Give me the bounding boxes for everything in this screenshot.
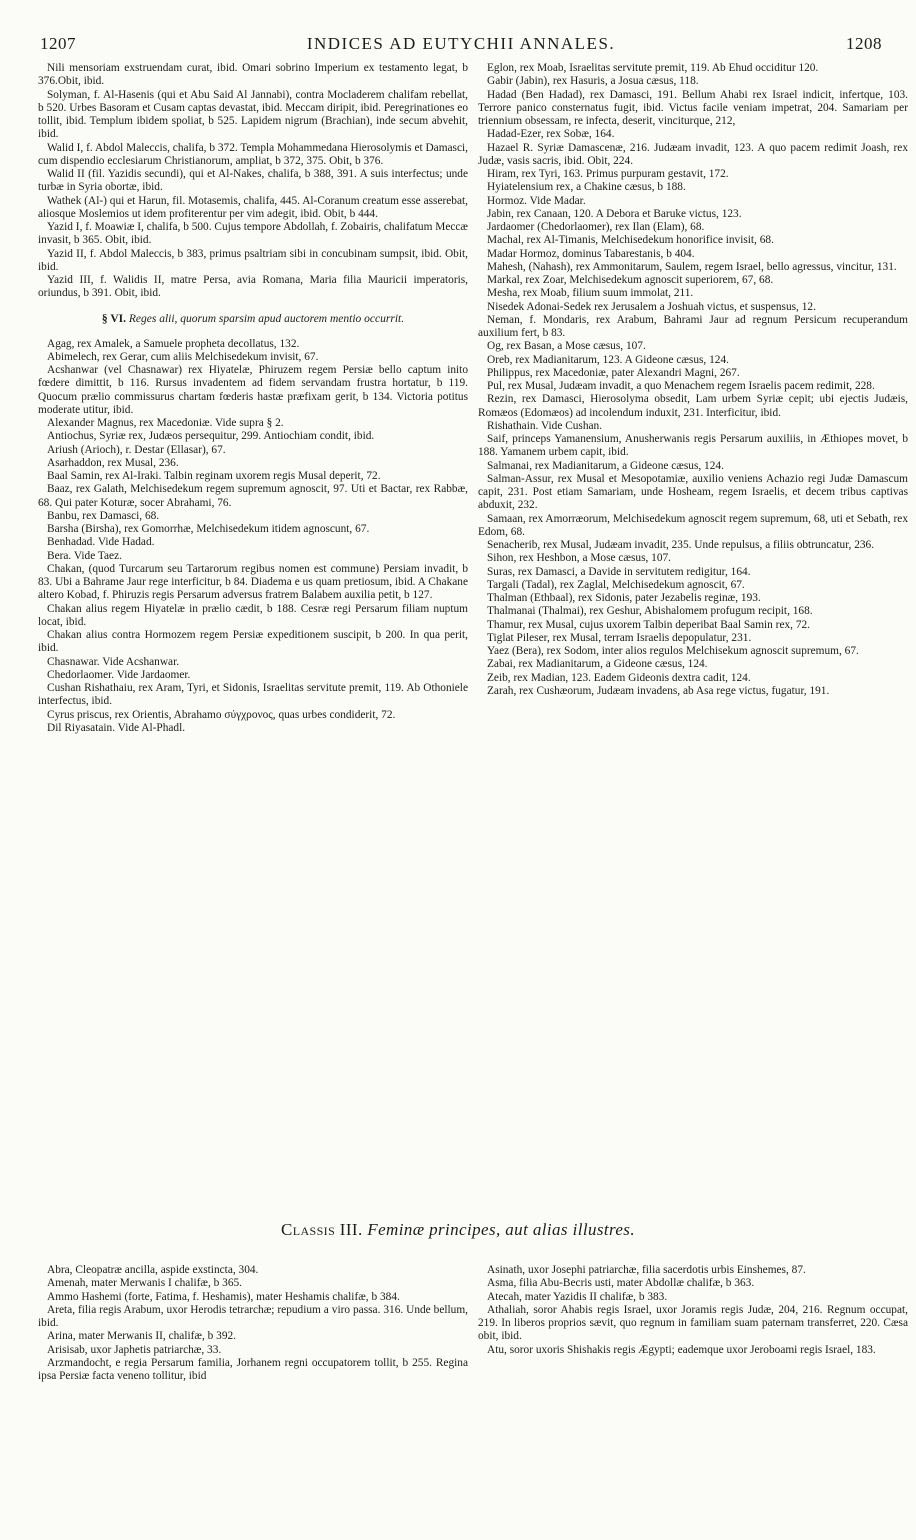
classis-title: Feminæ principes, aut alias illustres. [367,1220,635,1239]
page-number-right: 1208 [845,34,882,53]
index-entry: Chakan alius regem Hiyatelæ in prælio cædit, b 188. Cesræ regi Persarum filiam nuptum locat, ibid. [38,602,468,628]
index-entry: Senacherib, rex Musal, Judæam invadit, 235. Unde repulsus, a filiis obtruncatur, 236. [487,539,875,551]
women-left-column [38,1264,468,1383]
index-entry: Mesha, rex Moab, filium suum immolat, 211. [487,287,694,300]
index-entry: Targali (Tadal), rex Zaglal, Melchisedekum agnoscit, 67. [487,578,745,591]
left-entries [38,62,468,301]
classis-label: Classis III. [281,1220,363,1239]
index-entry: Saif, princeps Yamanensium, Anusherwanis regis Persarum auxiliis, in Æthiopes movet, b 188. Yamanem urbem capit, ibid. [478,433,908,459]
classis-heading [0,1220,916,1240]
index-entry: Sihon, rex Heshbon, a Mose cæsus, 107. [487,552,672,565]
index-entry: Ammo Hashemi (forte, Fatima, f. Heshamis), mater Heshamis chalifæ, b 384. [47,1290,400,1303]
index-entry: Atu, soror uxoris Shishakis regis Ægypti; eademque uxor Jeroboami regis Israel, 183. [487,1343,876,1356]
index-entry: Abimelech, rex Gerar, cum aliis Melchisedekum invisit, 67. [47,350,319,363]
index-entry: Thalmanai (Thalmai), rex Geshur, Abishalomem profugum recipit, 168. [487,605,813,618]
index-entry: Rishathain. Vide Cushan. [487,419,603,432]
section-number: § VI. [101,312,126,325]
index-entry: Og, rex Basan, a Mose cæsus, 107. [487,340,646,353]
index-entry: Yazid II, f. Abdol Maleccis, b 383, primus psaltriam sibi in concubinam sumpsit, ibid. Obit, ibid. [38,247,468,273]
index-entry: Mahesh, (Nahash), rex Ammonitarum, Saulem, regem Israel, bello agressus, vincitur, 131. [487,260,897,273]
index-entry: Chakan alius contra Hormozem regem Persiæ expeditionem suscipit, b 200. In qua perit, ibid. [38,629,468,655]
index-entry: Nili mensoriam exstruendam curat, ibid. Omari sobrino Imperium ex testamento legat, b 376.Obit, ibid. [38,62,468,88]
women-entries-left [38,1264,468,1383]
right-entries [478,62,908,698]
index-entry: Arzmandocht, e regia Persarum familia, Jorhanem regni occupatorem tollit, b 255. Regina ipsa Persiæ facta veneno tollitur, ibid [38,1356,468,1382]
index-entry: Zeib, rex Madian, 123. Eadem Gideonis dextra cadit, 124. [487,671,751,684]
index-entry: Rezin, rex Damasci, Hierosolyma obsedit, Lam urbem Syriæ cepit; ubi ejectis Judæis, Romæos (Edomæos) ad incolendum induxit, 231. Interficitur, ibid. [478,393,908,419]
index-entry: Salmanai, rex Madianitarum, a Gideone cæsus, 124. [487,459,724,472]
index-entry: Chasnawar. Vide Acshanwar. [47,655,180,668]
index-entry: Samaan, rex Amorræorum, Melchisedekum agnoscit regem supremum, 68, uti et Sebath, rex Edom, 68. [478,512,908,538]
kings-entries [38,338,468,736]
index-entry: Cyrus priscus, rex Orientis, Abrahamo σύγχρονος, quas urbes condiderit, 72. [47,708,396,721]
index-entry: Zabai, rex Madianitarum, a Gideone cæsus, 124. [487,658,708,671]
index-entry: Eglon, rex Moab, Israelitas servitute premit, 119. Ab Ehud occiditur 120. [487,62,819,74]
index-entry: Oreb, rex Madianitarum, 123. A Gideone cæsus, 124. [487,353,729,366]
index-entry: Hadad (Ben Hadad), rex Damasci, 191. Bellum Ahabi rex Israel indicit, infertque, 103. Terrore panico consternatus fugit, ibid. Victus facile veniam impetrat, 204. Samariam per triennium obsessam, re infecta, deserit, vinciturque, 212, [478,88,908,127]
index-entry: Solyman, f. Al-Hasenis (qui et Abu Said Al Jannabi), contra Mocladerem chalifam rebellat, b 520. Urbes Basoram et Cusam captas devastat, ibid. Meccam diripit, ibid. Peregrinationes eo tollit, ibid. Templum ibidem spoliat, b 525. Lapidem nigrum (Brachian), inde secum abvehit, ibid. [38,88,468,141]
index-entry: Machal, rex Al-Timanis, Melchisedekum honorifice invisit, 68. [487,234,774,247]
page-number-left: 1207 [40,34,76,53]
index-entry: Zarah, rex Cushæorum, Judæam invadens, ab Asa rege victus, fugatur, 191. [487,684,830,697]
index-entry: Athaliah, soror Ahabis regis Israel, uxor Joramis regis Judæ, 204, 216. Regnum occupat, 219. In liberos proprios sævit, quo regnum in familiam suam paternam transferret, 220. Cæsa obit, ibid. [478,1303,908,1343]
index-entry: Antiochus, Syriæ rex, Judæos persequitur, 299. Antiochiam condit, ibid. [47,430,375,443]
index-entry: Wathek (Al-) qui et Harun, fil. Motasemis, chalifa, 445. Al-Coranum creatum esse asserebat, aliosque Moslemios ut idem profiterentur per vim adegit, ibid. Obit, b 444. [38,194,468,220]
left-column [38,62,468,735]
index-entry: Hazael R. Syriæ Damascenæ, 216. Judæam invadit, 123. A quo pacem redimit Joash, rex Judæ, vasis sacris, ibid. Obit, 224. [478,141,908,167]
index-entry: Asma, filia Abu-Becris usti, mater Abdollæ chalifæ, b 363. [487,1277,755,1290]
index-entry: Hadad-Ezer, rex Sobæ, 164. [487,128,615,141]
index-entry: Nisedek Adonai-Sedek rex Jerusalem a Joshuah victus, et suspensus, 12. [487,300,816,313]
index-entry: Philippus, rex Macedoniæ, pater Alexandri Magni, 267. [487,366,740,379]
index-entry: Agag, rex Amalek, a Samuele propheta decollatus, 132. [47,337,300,350]
index-entry: Jardaomer (Chedorlaomer), rex Ilan (Elam), 68. [487,221,705,233]
index-entry: Areta, filia regis Arabum, uxor Herodis tetrarchæ; repudium a viro passa. 316. Unde bellum, ibid. [38,1303,468,1329]
index-entry: Madar Hormoz, dominus Tabarestanis, b 404. [487,247,695,260]
index-entry: Baaz, rex Galath, Melchisedekum regem supremum agnoscit, 97. Uti et Bactar, rex Rabbæ, 68. Qui pater Koturæ, socer Abrahami, 76. [38,483,468,509]
index-entry: Salman-Assur, rex Musal et Mesopotamiæ, auxilio veniens Achazio regi Judæ Damascum capit, 231. Post etiam Samariam, unde Hosheam, regem Israelis, et decem tribus captivas abduxit, 232. [478,472,908,512]
index-entry: Abra, Cleopatræ ancilla, aspide exstincta, 304. [47,1264,259,1276]
index-entry: Yaez (Bera), rex Sodom, inter alios regulos Melchisekum agnoscit supremum, 67. [487,645,859,657]
index-entry: Ariush (Arioch), r. Destar (Ellasar), 67. [47,443,226,456]
index-entry: Yazid I, f. Moawiæ I, chalifa, b 500. Cujus tempore Abdollah, f. Zobairis, chalifatum Meccæ invasit, b 365. Obit, ibid. [38,221,468,247]
index-entry: Gabir (Jabin), rex Hasuris, a Josua cæsus, 118. [487,75,699,88]
women-right-column [478,1264,908,1357]
index-entry: Yazid III, f. Walidis II, matre Persa, avia Romana, Maria filia Mauricii imperatoris, oriundus, b 391. Obit, ibid. [38,274,468,300]
index-entry: Walid II (fil. Yazidis secundi), qui et Al-Nakes, chalifa, b 388, 391. A suis interfectus; unde turbæ in Syria obortæ, ibid. [38,168,468,194]
index-entry: Arisisab, uxor Japhetis patriarchæ, 33. [47,1343,222,1356]
index-entry: Benhadad. Vide Hadad. [47,536,155,549]
index-entry: Dil Riyasatain. Vide Al-Phadl. [47,721,186,734]
index-entry: Hormoz. Vide Madar. [487,194,586,207]
index-entry: Alexander Magnus, rex Macedoniæ. Vide supra § 2. [47,417,284,429]
section-title: Reges alii, quorum sparsim apud auctorem mentio occurrit. [128,312,405,325]
index-entry: Atecah, mater Yazidis II chalifæ, b 383. [487,1290,668,1303]
index-entry: Thalman (Ethbaal), rex Sidonis, pater Jezabelis reginæ, 193. [487,592,761,604]
women-entries-right [478,1264,908,1357]
page-header [40,34,882,58]
right-column [478,62,908,698]
index-entry: Tiglat Pileser, rex Musal, terram Israelis depopulatur, 231. [487,631,752,644]
index-entry: Arina, mater Merwanis II, chalifæ, b 392. [47,1330,237,1343]
running-title: INDICES AD EUTYCHII ANNALES. [306,34,616,53]
index-entry: Acshanwar (vel Chasnawar) rex Hiyatelæ, Phiruzem regem Persiæ bello captum inito fœdere dimittit, b 116. Rursus invadentem ad fidem servandam frustra hortatur, b 119. Quocum prælio commissurus chartam fœderis hastæ præfixam gerit, b 134. Victoria potitus moderate utitur, ibid. [38,364,468,416]
index-entry: Baal Samin, rex Al-Iraki. Talbin reginam uxorem regis Musal deperit, 72. [47,470,381,482]
index-entry: Pul, rex Musal, Judæam invadit, a quo Menachem regem Israelis pacem redimit, 228. [487,380,875,392]
index-entry: Hiram, rex Tyri, 163. Primus purpuram gestavit, 172. [487,168,729,180]
index-entry: Asinath, uxor Josephi patriarchæ, filia sacerdotis urbis Einshemes, 87. [487,1264,806,1276]
index-entry: Hyiatelensium rex, a Chakine cæsus, b 188. [487,181,686,194]
index-entry: Suras, rex Damasci, a Davide in servitutem redigitur, 164. [487,565,751,578]
index-entry: Thamur, rex Musal, cujus uxorem Talbin deperibat Baal Samin rex, 72. [487,618,811,631]
section-heading [38,313,468,326]
index-entry: Chedorlaomer. Vide Jardaomer. [47,668,191,681]
index-entry: Jabin, rex Canaan, 120. A Debora et Baruke victus, 123. [487,207,742,220]
index-entry: Amenah, mater Merwanis I chalifæ, b 365. [47,1277,242,1290]
index-entry: Markal, rex Zoar, Melchisedekum agnoscit superiorem, 67, 68. [487,274,774,286]
index-entry: Cushan Rishathaiu, rex Aram, Tyri, et Sidonis, Israelitas servitute premit, 119. Ab Othoniele interfectus, ibid. [38,682,468,708]
index-entry: Bera. Vide Taez. [47,549,122,562]
index-entry: Chakan, (quod Turcarum seu Tartarorum regibus nomen est commune) Persiam invadit, b 83. Ubi a Bahrame Jaur rege interficitur, b 84. Diadema e us quam pretiosum, ibid. A Chakane altero Kobad, f. Phiruzis regis Persarum adversus fratrem Balabem auxilia petit, b 127. [38,562,468,602]
index-entry: Neman, f. Mondaris, rex Arabum, Bahrami Jaur ad regnum Persicum recuperandum auxilium fert, b 83. [478,313,908,339]
index-entry: Walid I, f. Abdol Maleccis, chalifa, b 372. Templa Mohammedana Hierosolymis et Damasci, cum dispendio ecclesiarum Christianorum, ampliat, b 372, 375. Obit, b 376. [38,141,468,167]
index-entry: Barsha (Birsha), rex Gomorrhæ, Melchisedekum itidem agnoscunt, 67. [47,523,370,535]
index-entry: Asarhaddon, rex Musal, 236. [47,456,179,469]
index-entry: Banbu, rex Damasci, 68. [47,509,160,522]
